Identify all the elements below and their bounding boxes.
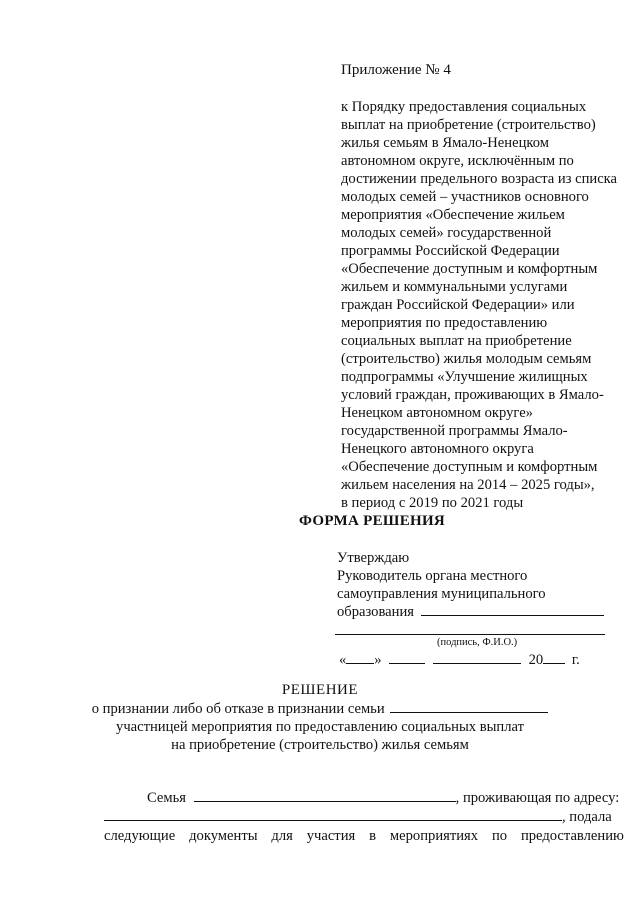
approval-line <box>337 603 604 621</box>
address-blank[interactable] <box>104 808 562 821</box>
approval-line: самоуправления муниципального <box>337 586 546 602</box>
appendix-line: подпрограммы «Улучшение жилищных <box>341 369 588 385</box>
appendix-line: жильем населения на 2014 – 2025 годы», <box>341 477 595 493</box>
signature-caption: (подпись, Ф.И.О.) <box>437 637 518 648</box>
appendix-title: Приложение № 4 <box>341 62 451 78</box>
body-text-line <box>104 827 624 845</box>
municipality-label: образования <box>337 604 414 620</box>
appendix-line: мероприятия по предоставлению <box>341 315 548 331</box>
date-close-quote: » <box>374 652 382 668</box>
family-blank[interactable] <box>194 789 456 802</box>
appendix-line: автономном округе, исключённым по <box>341 153 574 169</box>
month-blank-2[interactable] <box>433 651 521 664</box>
month-blank[interactable] <box>389 651 425 664</box>
decision-subtitle-line <box>0 700 640 718</box>
appendix-line: мероприятия «Обеспечение жильем <box>341 207 565 223</box>
body-word: участия <box>306 828 356 844</box>
appendix-text <box>341 98 617 512</box>
year-prefix: 20 <box>528 652 544 668</box>
appendix-line: «Обеспечение доступным и комфортным <box>341 261 598 277</box>
approval-date <box>339 651 580 669</box>
signature-line[interactable] <box>335 634 605 635</box>
submitted-label: , подала <box>562 809 612 825</box>
appendix-line: «Обеспечение доступным и комфортным <box>341 459 598 475</box>
appendix-line: молодых семей – участников основного <box>341 189 589 205</box>
family-label: Семья <box>147 790 186 806</box>
body-word: документы <box>189 828 258 844</box>
date-suffix: г. <box>571 652 580 668</box>
year-blank[interactable] <box>543 651 565 664</box>
decision-line-3: на приобретение (строительство) жилья семьям <box>171 737 469 753</box>
appendix-line: граждан Российской Федерации» или <box>341 297 575 313</box>
appendix-line: в период с 2019 по 2021 годы <box>341 495 524 511</box>
body-word: мероприятиях <box>389 828 479 844</box>
decision-title: РЕШЕНИЕ <box>281 682 359 698</box>
approval-line: Утверждаю <box>337 550 410 566</box>
approval-line: Руководитель органа местного <box>337 568 528 584</box>
municipality-blank[interactable] <box>421 603 604 616</box>
body-word: следующие <box>104 828 176 844</box>
appendix-line: выплат на приобретение (строительство) <box>341 117 596 133</box>
appendix-line: достижении предельного возраста из списка <box>341 171 618 187</box>
family-row <box>147 789 619 807</box>
decision-line-2: участницей мероприятия по предоставлению социальных выплат <box>116 719 524 735</box>
appendix-line: государственной программы Ямало- <box>341 423 568 439</box>
appendix-line: (строительство) жилья молодым семьям <box>341 351 592 367</box>
appendix-line: к Порядку предоставления социальных <box>341 99 587 115</box>
body-word: для <box>271 828 293 844</box>
appendix-line: жилья семьям в Ямало-Ненецком <box>341 135 549 151</box>
body-word: предоставлению <box>520 828 624 844</box>
address-row <box>104 808 612 826</box>
appendix-line: молодых семей» государственной <box>341 225 552 241</box>
address-label: , проживающая по адресу: <box>455 790 620 806</box>
family-name-blank[interactable] <box>390 700 548 713</box>
appendix-line: программы Российской Федерации <box>341 243 560 259</box>
body-word: в <box>369 828 377 844</box>
date-open-quote: « <box>339 652 347 668</box>
body-word: по <box>491 828 508 844</box>
form-title: ФОРМА РЕШЕНИЯ <box>299 513 446 529</box>
approval-block <box>337 549 604 621</box>
appendix-line: Ненецком автономном округе» <box>341 405 533 421</box>
appendix-line: жильем и коммунальными услугами <box>341 279 568 295</box>
decision-line-1: о признании либо об отказе в признании семьи <box>91 701 385 717</box>
day-blank[interactable] <box>346 651 374 664</box>
appendix-line: социальных выплат на приобретение <box>341 333 572 349</box>
appendix-line: условий граждан, проживающих в Ямало- <box>341 387 604 403</box>
appendix-line: Ненецкого автономного округа <box>341 441 534 457</box>
